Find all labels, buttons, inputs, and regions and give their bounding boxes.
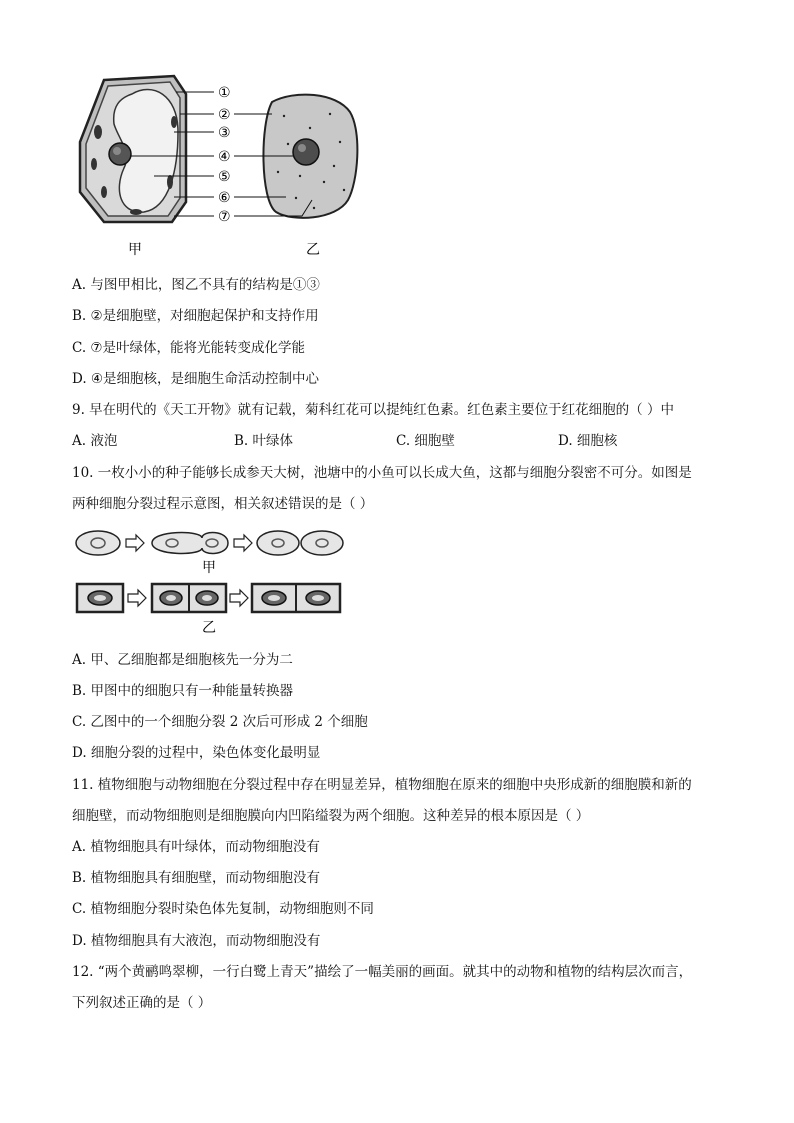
division-label-bottom: 乙 xyxy=(202,620,216,636)
marker-2: ② xyxy=(218,107,231,123)
q12-stem-line-1: 12. “两个黄鹂鸣翠柳，一行白鹭上青天”描绘了一幅美丽的画面。就其中的动物和植物的结构层次而言， xyxy=(72,964,693,980)
q11-option-a: A. 植物细胞具有叶绿体，而动物细胞没有 xyxy=(72,839,320,855)
q9-stem: 9. 早在明代的《天工开物》就有记载，菊科红花可以提纯红色素。红色素主要位于红花细胞的（ ）中 xyxy=(72,402,674,418)
plant-cell-diagram xyxy=(80,76,214,222)
q8-option-c: C. ⑦是叶绿体，能将光能转变成化学能 xyxy=(72,340,306,356)
q9-option-a: A. 液泡 xyxy=(72,433,118,449)
animal-cell-label: 乙 xyxy=(306,242,320,258)
q10-option-a: A. 甲、乙细胞都是细胞核先一分为二 xyxy=(72,652,293,668)
cell-division-figure xyxy=(74,526,346,638)
marker-5: ⑤ xyxy=(218,169,231,185)
q10-option-c: C. 乙图中的一个细胞分裂 2 次后可形成 2 个细胞 xyxy=(72,714,368,730)
q11-option-b: B. 植物细胞具有细胞壁，而动物细胞没有 xyxy=(72,870,321,886)
q10-stem-line-1: 10. 一枚小小的种子能够长成参天大树，池塘中的小鱼可以长成大鱼，这都与细胞分裂密不可分。如图是 xyxy=(72,465,692,481)
q9-option-c: C. 细胞壁 xyxy=(396,433,455,449)
q11-stem-line-2: 细胞壁，而动物细胞则是细胞膜向内凹陷缢裂为两个细胞。这种差异的根本原因是（ ） xyxy=(72,808,590,824)
marker-6: ⑥ xyxy=(218,190,231,206)
q10-option-d: D. 细胞分裂的过程中，染色体变化最明显 xyxy=(72,745,321,761)
marker-3: ③ xyxy=(218,125,231,141)
marker-7: ⑦ xyxy=(218,209,231,225)
division-label-top: 甲 xyxy=(202,560,216,576)
cell-structure-figure xyxy=(74,72,364,262)
q9-option-b: B. 叶绿体 xyxy=(234,433,294,449)
q10-stem-line-2: 两种细胞分裂过程示意图，相关叙述错误的是（ ） xyxy=(72,496,374,512)
plant-cell-label: 甲 xyxy=(128,242,142,258)
q12-stem-line-2: 下列叙述正确的是（ ） xyxy=(72,995,212,1011)
marker-4: ④ xyxy=(218,149,231,165)
q11-option-c: C. 植物细胞分裂时染色体先复制，动物细胞则不同 xyxy=(72,901,374,917)
marker-1: ① xyxy=(218,85,231,101)
plant-division-row xyxy=(77,584,340,612)
q9-option-d: D. 细胞核 xyxy=(558,433,618,449)
q8-option-b: B. ②是细胞壁，对细胞起保护和支持作用 xyxy=(72,308,319,324)
q8-option-a: A. 与图甲相比，图乙不具有的结构是①③ xyxy=(72,277,320,293)
q10-option-b: B. 甲图中的细胞只有一种能量转换器 xyxy=(72,683,294,699)
q8-option-d: D. ④是细胞核，是细胞生命活动控制中心 xyxy=(72,371,320,387)
animal-division-row xyxy=(76,531,343,555)
q11-stem-line-1: 11. 植物细胞与动物细胞在分裂过程中存在明显差异，植物细胞在原来的细胞中央形成新的细胞膜和新的 xyxy=(72,777,692,793)
animal-cell-diagram xyxy=(234,95,357,218)
q11-option-d: D. 植物细胞具有大液泡，而动物细胞没有 xyxy=(72,933,321,949)
